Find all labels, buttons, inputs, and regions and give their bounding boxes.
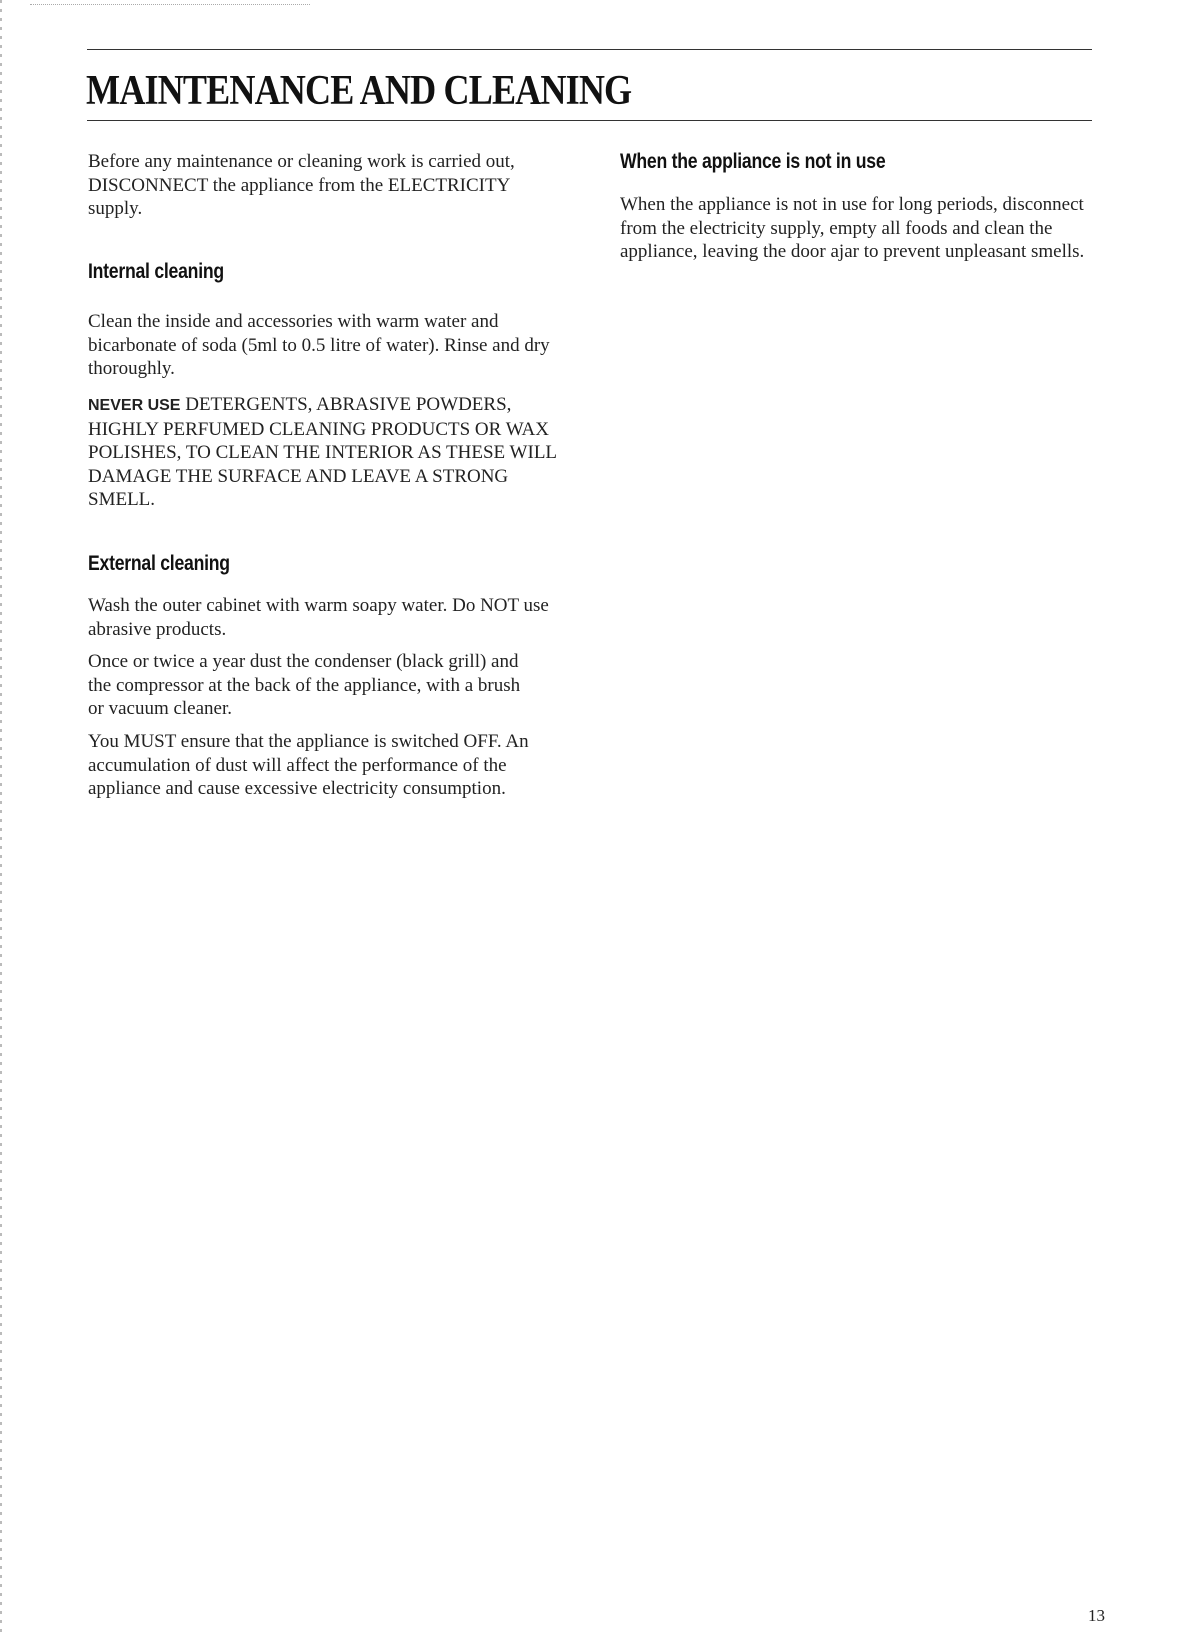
page-title: MAINTENANCE AND CLEANING (86, 68, 632, 114)
warning-lead: NEVER USE (88, 397, 181, 414)
external-cleaning-heading: External cleaning (88, 552, 230, 575)
not-in-use-heading: When the appliance is not in use (620, 150, 886, 173)
scan-top-marks (30, 4, 310, 5)
scan-edge-marks (0, 0, 2, 1638)
not-in-use-paragraph: When the appliance is not in use for long periods, disconnect from the electricity supply, empty all foods and clean the appliance, leaving the door ajar to prevent unpleasant smells. (620, 194, 1085, 262)
internal-cleaning-heading: Internal cleaning (88, 260, 224, 283)
intro-paragraph: Before any maintenance or cleaning work is carried out, DISCONNECT the appliance from the ELECTRICITY supply. (88, 151, 515, 219)
page-number: 13 (1088, 1606, 1105, 1625)
warning-text: DETERGENTS, ABRASIVE POWDERS, HIGHLY PERFUMED CLEANING PRODUCTS OR WAX POLISHES, TO CLEAN THE INTERIOR AS THESE WILL DAMAGE THE SURFACE AND LEAVE A STRONG SMELL. (88, 394, 557, 510)
external-cleaning-paragraph-3: You MUST ensure that the appliance is switched OFF. An accumulation of dust will affect the performance of the appliance and cause excessive electricity consumption. (88, 731, 529, 799)
title-rule (87, 120, 1092, 121)
internal-cleaning-warning (88, 393, 558, 512)
internal-cleaning-paragraph: Clean the inside and accessories with warm water and bicarbonate of soda (5ml to 0.5 litre of water). Rinse and dry thoroughly. (88, 311, 550, 379)
external-cleaning-paragraph-2: Once or twice a year dust the condenser (black grill) and the compressor at the back of the appliance, with a brush or vacuum cleaner. (88, 651, 521, 719)
top-rule (87, 49, 1092, 50)
external-cleaning-paragraph-1: Wash the outer cabinet with warm soapy water. Do NOT use abrasive products. (88, 595, 549, 640)
